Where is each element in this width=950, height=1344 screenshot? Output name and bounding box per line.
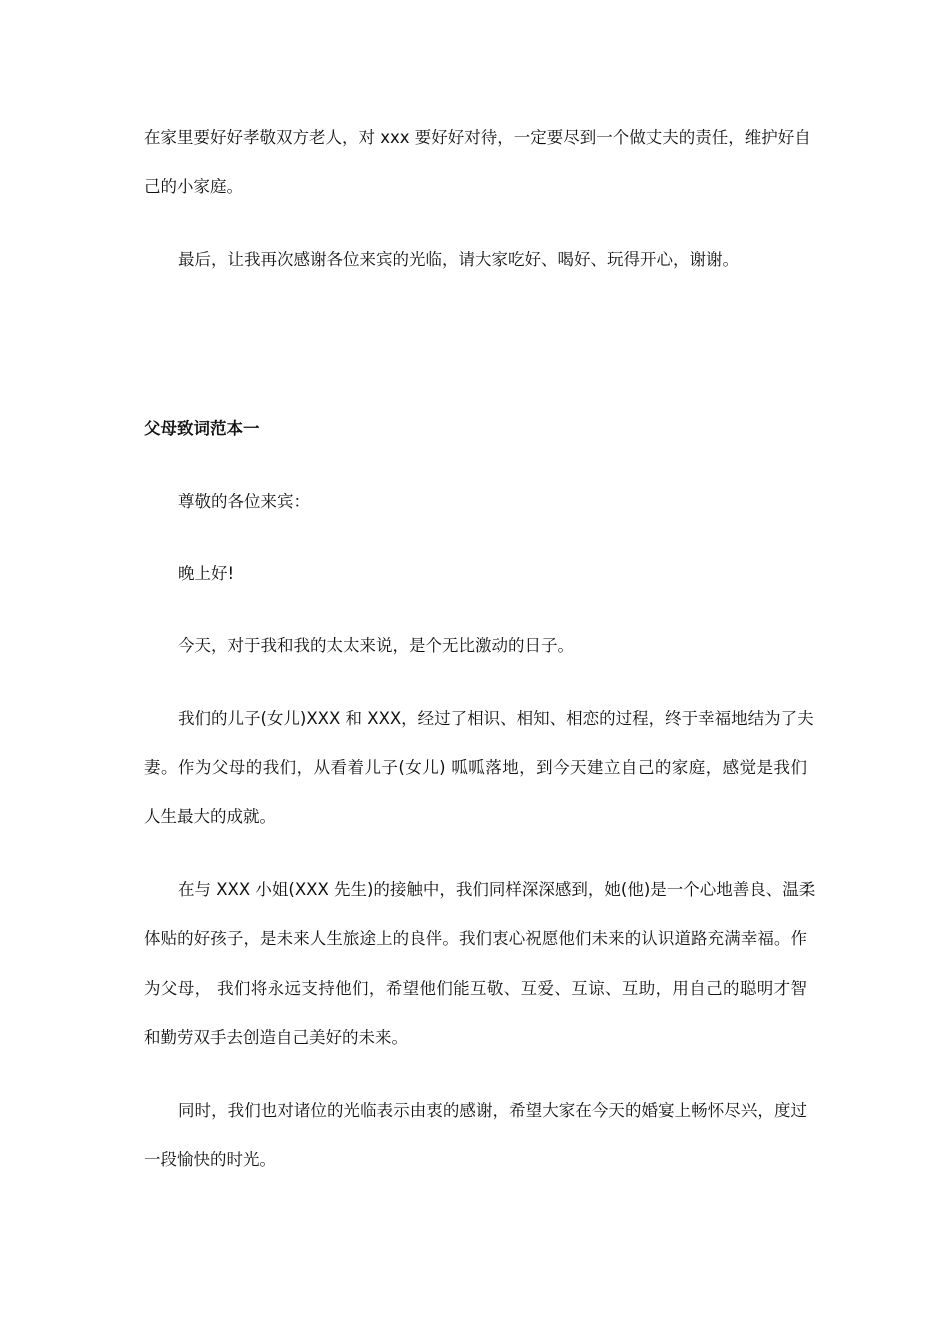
paragraph-line: 在家里要好好孝敬双方老人，对 xxx 要好好对待，一定要尽到一个做丈夫的责任，维护好自	[144, 128, 811, 147]
paragraph-line: 为父母， 我们将永远支持他们，希望他们能互敬、互爱、互谅、互助，用自己的聪明才智	[144, 979, 807, 998]
paragraph-line: 同时，我们也对诸位的光临表示由衷的感谢，希望大家在今天的婚宴上畅怀尽兴，度过	[178, 1101, 807, 1120]
paragraph-line: 我们的儿子(女儿)XXX 和 XXX，经过了相识、相知、相恋的过程，终于幸福地结为了夫	[178, 709, 814, 728]
paragraph-line: 晚上好!	[178, 564, 235, 583]
paragraph-line: 尊敬的各位来宾：	[178, 492, 310, 511]
paragraph-line: 和勤劳双手去创造自己美好的未来。	[144, 1028, 408, 1047]
paragraph-line: 今天，对于我和我的太太来说，是个无比激动的日子。	[178, 636, 574, 655]
paragraph-line: 体贴的好孩子，是未来人生旅途上的良伴。我们衷心祝愿他们未来的认识道路充满幸福。作	[144, 929, 807, 948]
paragraph-line: 在与 XXX 小姐(XXX 先生)的接触中，我们同样深深感到，她(他)是一个心地善良、温柔	[178, 880, 816, 899]
paragraph-line: 己的小家庭。	[144, 177, 243, 196]
paragraph-line: 一段愉快的时光。	[144, 1150, 276, 1169]
paragraph-line: 最后，让我再次感谢各位来宾的光临，请大家吃好、喝好、玩得开心，谢谢。	[178, 250, 739, 269]
paragraph-line: 人生最大的成就。	[144, 807, 276, 826]
paragraph-line: 妻。作为父母的我们，从看着儿子(女儿) 呱呱落地，到今天建立自己的家庭，感觉是我们	[144, 758, 807, 777]
section-heading: 父母致词范本一	[144, 419, 260, 438]
